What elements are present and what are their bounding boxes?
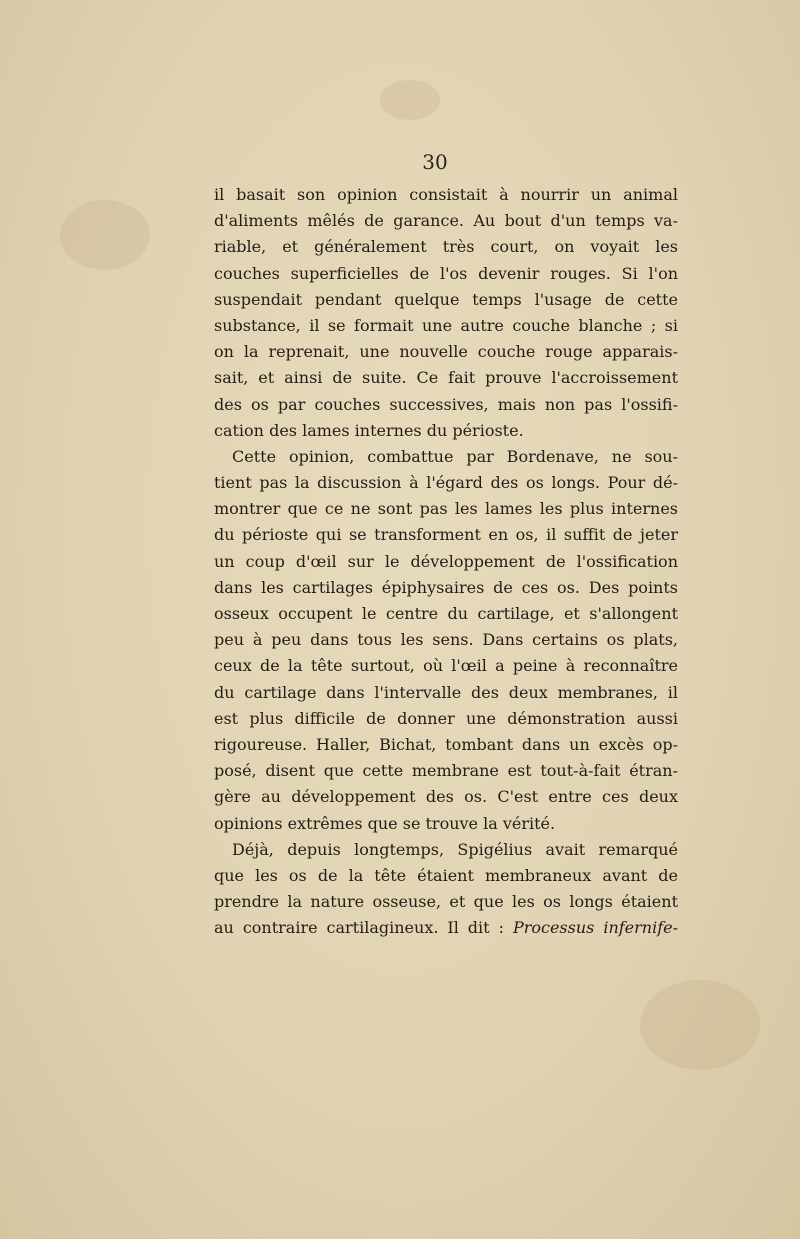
text-line: ceux de la tête surtout, où l'œil a peine à reconnaître <box>214 656 678 676</box>
paper-stain <box>380 80 440 120</box>
paper-stain <box>60 200 150 270</box>
text-line: il basait son opinion consistait à nourrir un animal <box>214 185 678 204</box>
text-line: suspendait pendant quelque temps l'usage de cette <box>214 289 678 309</box>
text-line: osseux occupent le centre du cartilage, et s'allongent <box>214 604 678 623</box>
text-line-final <box>214 915 678 941</box>
text-line: Déjà, depuis longtemps, Spigélius avait remarqué <box>232 839 678 859</box>
text-line-final-roman: au contraire cartilagineux. Il dit : <box>214 918 513 938</box>
paper-stain <box>640 980 760 1070</box>
text-line: peu à peu dans tous les sens. Dans certains os plats, <box>214 630 678 650</box>
text-line: Cette opinion, combattue par Bordenave, ne sou- <box>232 446 678 466</box>
body-text <box>214 182 678 941</box>
text-line: du cartilage dans l'intervalle des deux membranes, il <box>214 682 678 702</box>
text-line: un coup d'œil sur le développement de l'ossification <box>214 551 678 571</box>
paragraph <box>214 182 678 444</box>
text-line: couches superficielles de l'os devenir rouges. Si l'on <box>214 263 678 283</box>
paragraph <box>214 444 678 837</box>
text-line: cation des lames internes du périoste. <box>214 420 524 440</box>
paragraph <box>214 837 678 942</box>
page-number: 30 <box>422 150 448 174</box>
text-line-final-italic: Processus infernife- <box>512 918 679 938</box>
text-line: tient pas la discussion à l'égard des os longs. Pour dé- <box>214 473 678 493</box>
text-line: montrer que ce ne sont pas les lames les plus internes <box>214 499 678 519</box>
text-line: on la reprenait, une nouvelle couche rouge apparais- <box>214 342 678 362</box>
text-line: dans les cartilages épiphysaires de ces os. Des points <box>214 577 678 597</box>
text-line: opinions extrêmes que se trouve la vérité. <box>214 813 556 833</box>
text-line: que les os de la tête étaient membraneux avant de <box>214 865 678 885</box>
text-line: du périoste qui se transforment en os, il suffit de jeter <box>214 525 678 545</box>
text-line: d'aliments mêlés de garance. Au bout d'un temps va- <box>214 211 678 231</box>
text-line: substance, il se formait une autre couche blanche ; si <box>214 315 678 335</box>
text-line: rigoureuse. Haller, Bichat, tombant dans un excès op- <box>214 734 678 754</box>
text-line: prendre la nature osseuse, et que les os longs étaient <box>214 892 678 912</box>
text-line: riable, et généralement très court, on voyait les <box>214 237 678 257</box>
text-line: posé, disent que cette membrane est tout-à-fait étran- <box>214 761 678 781</box>
text-line: gère au développement des os. C'est entre ces deux <box>214 787 678 807</box>
text-line: est plus difficile de donner une démonstration aussi <box>214 708 678 728</box>
text-line: des os par couches successives, mais non pas l'ossifi- <box>214 394 678 414</box>
text-line: sait, et ainsi de suite. Ce fait prouve l'accroissement <box>214 368 678 388</box>
